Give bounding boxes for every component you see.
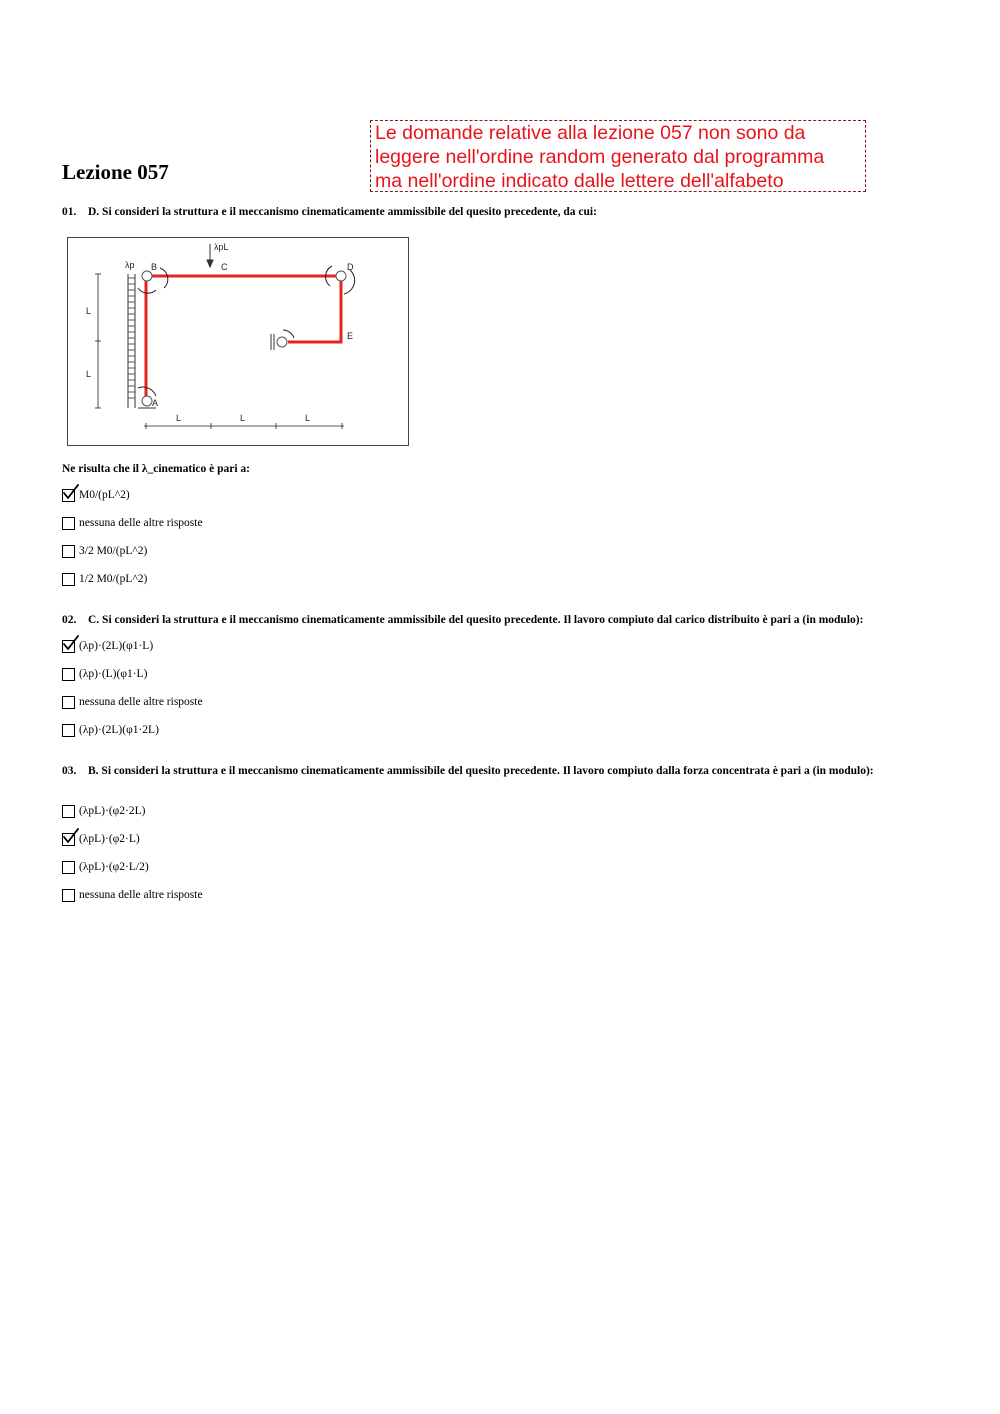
answer-checkbox[interactable] xyxy=(62,805,75,818)
answer-option[interactable] xyxy=(62,666,147,682)
distributed-load-arrows xyxy=(128,278,135,398)
checkmark-icon xyxy=(62,483,80,501)
label-distributed-load: λp xyxy=(125,260,135,270)
label-node-a: A xyxy=(152,398,159,408)
question-body: C. Si consideri la struttura e il meccanismo cinematicamente ammissibile del quesito precedente. Il lavoro compiuto dal carico distribuito è pari a (in modulo): xyxy=(88,614,864,626)
answer-option[interactable] xyxy=(62,859,149,875)
frame xyxy=(146,276,341,402)
hinges xyxy=(142,271,346,406)
answer-checkbox[interactable] xyxy=(62,517,75,530)
answer-checkbox[interactable] xyxy=(62,489,75,502)
answer-label: 1/2 M0/(pL^2) xyxy=(79,573,148,585)
label-node-e: E xyxy=(347,331,354,341)
answer-label: M0/(pL^2) xyxy=(79,489,130,501)
answer-label: (λpL)·(φ2·L/2) xyxy=(79,861,149,873)
label-height-2: L xyxy=(86,369,92,379)
label-span-3: L xyxy=(305,413,311,423)
support-e xyxy=(271,334,274,350)
frame-diagram xyxy=(68,238,408,445)
answer-option[interactable] xyxy=(62,571,147,587)
answer-label: (λp)·(2L)(φ1·2L) xyxy=(79,724,159,736)
rotation-arcs xyxy=(138,266,355,396)
checkmark-icon xyxy=(62,634,80,652)
label-node-b: B xyxy=(151,262,158,272)
question-number: 01. xyxy=(62,206,77,218)
label-concentrated-load: λpL xyxy=(214,242,229,252)
answer-option[interactable] xyxy=(62,543,147,559)
answer-checkbox[interactable] xyxy=(62,696,75,709)
answer-label: nessuna delle altre risposte xyxy=(79,889,203,901)
answer-option[interactable] xyxy=(62,722,159,738)
answer-checkbox[interactable] xyxy=(62,668,75,681)
answer-option[interactable] xyxy=(62,694,203,710)
answer-option[interactable] xyxy=(62,887,203,903)
question-body: D. Si consideri la struttura e il meccanismo cinematicamente ammissibile del quesito precedente, da cui: xyxy=(88,206,597,218)
answer-checkbox[interactable] xyxy=(62,889,75,902)
answer-label: (λpL)·(φ2·2L) xyxy=(79,805,146,817)
answer-checkbox[interactable] xyxy=(62,861,75,874)
answer-label: nessuna delle altre risposte xyxy=(79,517,203,529)
structure-figure xyxy=(67,237,409,446)
answer-label: 3/2 M0/(pL^2) xyxy=(79,545,148,557)
answer-option[interactable] xyxy=(62,638,153,654)
answer-checkbox[interactable] xyxy=(62,545,75,558)
label-node-d: D xyxy=(347,262,354,272)
question-01-text xyxy=(62,206,942,218)
label-height-1: L xyxy=(86,306,92,316)
answer-option[interactable] xyxy=(62,487,130,503)
label-node-c: C xyxy=(221,262,228,272)
note-line: ma nell'ordine indicato dalle lettere dell'alfabeto xyxy=(375,170,784,192)
question-01-prompt: Ne risulta che il λ_cinematico è pari a: xyxy=(62,463,251,475)
question-body: B. Si consideri la struttura e il meccanismo cinematicamente ammissibile del quesito precedente. Il lavoro compiuto dalla forza concentrata è pari a (in modulo): xyxy=(88,765,874,777)
page-title: Lezione 057 xyxy=(62,160,169,184)
answer-label: (λp)·(2L)(φ1·L) xyxy=(79,640,154,652)
answer-option[interactable] xyxy=(62,831,140,847)
concentrated-load-arrow xyxy=(207,244,213,267)
wall-support xyxy=(128,274,135,408)
answer-label: (λp)·(L)(φ1·L) xyxy=(79,668,148,680)
answer-option[interactable] xyxy=(62,803,146,819)
answer-checkbox[interactable] xyxy=(62,640,75,653)
question-03-text xyxy=(62,765,942,777)
answer-label: (λpL)·(φ2·L) xyxy=(79,833,140,845)
answer-checkbox[interactable] xyxy=(62,833,75,846)
question-number: 03. xyxy=(62,765,77,777)
question-number: 02. xyxy=(62,614,77,626)
answer-label: nessuna delle altre risposte xyxy=(79,696,203,708)
checkmark-icon xyxy=(62,827,80,845)
answer-checkbox[interactable] xyxy=(62,573,75,586)
dimension-lines xyxy=(95,274,344,429)
label-span-2: L xyxy=(240,413,246,423)
answer-option[interactable] xyxy=(62,515,203,531)
note-line: Le domande relative alla lezione 057 non sono da xyxy=(375,122,806,144)
answer-checkbox[interactable] xyxy=(62,724,75,737)
instruction-note xyxy=(370,120,866,192)
question-02-text xyxy=(62,614,942,626)
note-line: leggere nell'ordine random generato dal programma xyxy=(375,146,825,168)
label-span-1: L xyxy=(176,413,182,423)
